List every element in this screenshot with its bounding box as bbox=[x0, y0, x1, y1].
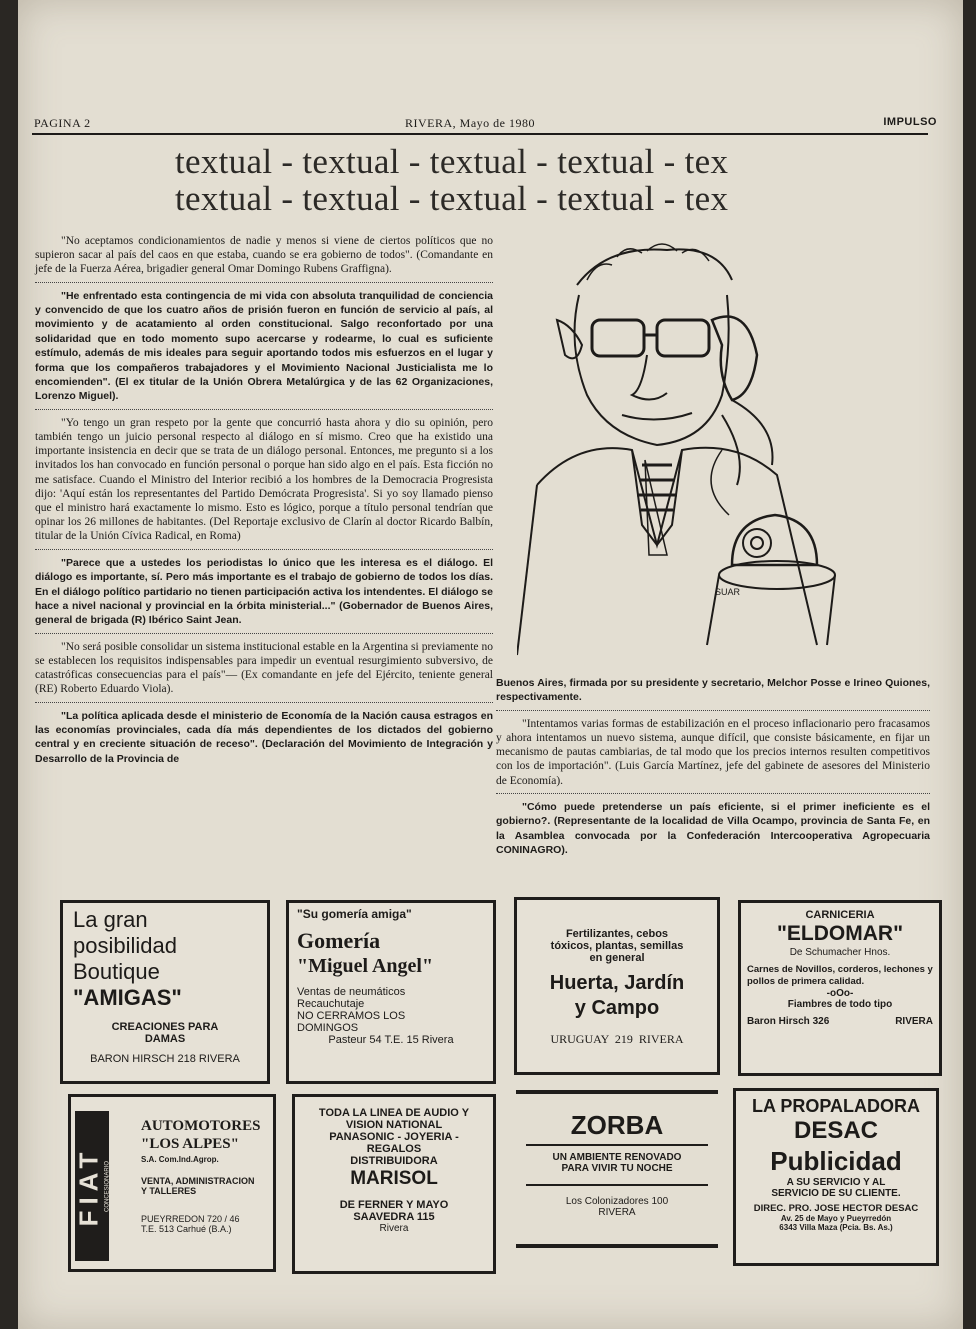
ad-boutique-amigas bbox=[60, 900, 270, 1084]
ad-address: Av. 25 de Mayo y Pueyrredón bbox=[780, 1214, 892, 1223]
separator bbox=[35, 549, 493, 550]
ad-title: Gomería bbox=[297, 928, 381, 953]
ad-propaladora-desac bbox=[733, 1088, 939, 1266]
brand-subtext: CONCESIONARIO bbox=[104, 1160, 111, 1212]
ad-text: DE FERNER Y MAYO bbox=[339, 1199, 449, 1211]
left-column bbox=[35, 234, 493, 769]
ad-title: DESAC bbox=[793, 1117, 878, 1144]
ad-text: REGALOS bbox=[366, 1143, 422, 1155]
separator bbox=[35, 702, 493, 703]
ad-address: URUGUAY 219 RIVERA bbox=[550, 1032, 684, 1046]
quote-viola bbox=[35, 640, 493, 697]
rule bbox=[516, 1244, 718, 1248]
ad-title: MARISOL bbox=[350, 1168, 438, 1189]
ad-text: A SU SERVICIO Y AL bbox=[786, 1177, 886, 1188]
rule bbox=[526, 1184, 708, 1186]
dateline: RIVERA, Mayo de 1980 bbox=[405, 116, 535, 130]
ad-text: en general bbox=[589, 952, 645, 964]
banner-line-1: textual - textual - textual - textual - tex bbox=[175, 142, 729, 181]
ad-text: VENTA, ADMINISTRACION bbox=[141, 1176, 255, 1186]
ad-title: "LOS ALPES" bbox=[141, 1136, 239, 1152]
ad-phone: T.E. 513 Carhué (B.A.) bbox=[141, 1224, 232, 1234]
cartoonist-signature: SUAR bbox=[715, 587, 741, 597]
header-rule bbox=[32, 133, 928, 135]
ad-text: DIREC. PRO. JOSE HECTOR DESAC bbox=[753, 1203, 919, 1214]
ad-city: RIVERA bbox=[598, 1207, 636, 1218]
ad-text: "Su gomería amiga" bbox=[297, 907, 412, 921]
quote-text: "Parece que a ustedes los periodistas lo único que les interesa es el diálogo. El diálogo es importante, sí. Pero más importante es el trabajo de gobierno de todos los días. En el diálogo político partidario no tienen participación activa los intendentes. El diálogo se hace a nivel nacional y provincial en la órbita ministerial..." (Gobernador de Buenos Aires, general de brigada (R) Ibérico Saint Jean. bbox=[35, 556, 493, 627]
quote-text: "He enfrentado esta contingencia de mi vida con absoluta tranquilidad de conciencia y convencido de que los cuatro años de prisión fueron en función de servicio al país, al movimiento y de acatamiento al orden constitucional. Salgo reconfortado por una solidaridad que en todo momento supo acercarse y rodearme, lo cual es suficiente estímulo, además de mis ideales para seguir aportando todos mis esfuerzos en el lugar y forma que los compañeros trabajadores y el Movimiento Nacional Justicialista me lo encomienden". (El ex titular de la Unión Obrera Metalúrgica y de las 62 Organizaciones, Lorenzo Miguel). bbox=[35, 289, 493, 403]
ad-title: "AMIGAS" bbox=[73, 985, 182, 1010]
ad-text: CARNICERIA bbox=[805, 909, 875, 921]
separator bbox=[35, 633, 493, 634]
quote-garcia-martinez bbox=[496, 717, 930, 788]
ad-title: "Miguel Angel" bbox=[297, 955, 434, 977]
ad-title: AUTOMOTORES bbox=[141, 1118, 261, 1134]
ad-title: Publicidad bbox=[770, 1146, 902, 1176]
quote-mid-continuation bbox=[496, 676, 930, 705]
quote-saint-jean bbox=[35, 556, 493, 628]
quote-text: "Cómo puede pretenderse un país eficiente, si el primer ineficiente es el gobierno?. (Representante de la localidad de Villa Ocampo, provincia de Santa Fe, en la Asamblea convocada por la Confederación Intercooperativa Agropecuaria CONINAGRO). bbox=[496, 800, 930, 857]
separator bbox=[496, 710, 930, 711]
ad-address: Pasteur 54 T.E. 15 Rivera bbox=[328, 1034, 454, 1046]
ad-text: Boutique bbox=[73, 959, 160, 984]
ad-text: De Schumacher Hnos. bbox=[789, 947, 891, 958]
ad-text: DOMINGOS bbox=[297, 1022, 359, 1034]
ad-title: Huerta, Jardín bbox=[549, 972, 685, 994]
ad-title: "ELDOMAR" bbox=[776, 922, 904, 945]
banner-line-2: textual - textual - textual - textual - tex bbox=[175, 179, 729, 218]
ad-text: PARA VIVIR TU NOCHE bbox=[561, 1163, 673, 1174]
quote-text: Buenos Aires, firmada por su presidente y secretario, Melchor Posse e Irineo Quiones, respectivamente. bbox=[496, 677, 930, 704]
ad-title: ZORBA bbox=[570, 1110, 664, 1140]
brand-text: FIAT bbox=[73, 1146, 104, 1226]
ad-address: SAAVEDRA 115 bbox=[353, 1211, 435, 1223]
ad-text: -oOo- bbox=[826, 988, 854, 999]
ad-address: PUEYRREDON 720 / 46 bbox=[141, 1214, 240, 1224]
ad-text: SERVICIO DE SU CLIENTE. bbox=[771, 1188, 901, 1199]
ad-text: Ventas de neumáticos bbox=[297, 986, 406, 998]
separator bbox=[496, 793, 930, 794]
ad-city: Rivera bbox=[379, 1223, 409, 1234]
ad-huerta-jardin-campo bbox=[514, 897, 720, 1075]
ad-gomeria-miguel-angel bbox=[286, 900, 496, 1084]
ad-text: S.A. Com.Ind.Agrop. bbox=[141, 1155, 219, 1164]
ad-text: PANASONIC - JOYERIA - bbox=[329, 1131, 459, 1143]
ad-text: Fiambres de todo tipo bbox=[787, 999, 893, 1010]
ad-text: Recauchutaje bbox=[297, 998, 365, 1010]
section-banner bbox=[175, 143, 865, 217]
ad-text: tóxicos, plantas, semillas bbox=[550, 940, 684, 952]
right-column bbox=[496, 676, 930, 860]
ad-city: 6343 Villa Maza (Pcia. Bs. As.) bbox=[779, 1223, 893, 1232]
ad-address: Los Colonizadores 100 bbox=[565, 1196, 669, 1207]
quote-text: "Intentamos varias formas de estabilización en el proceso inflacionario pero fracasamos y ahora intentamos un nuevo sistema, aunque difícil, que consiste básicamente, en fijar un mecanismo de pautas cambiarias, de tal modo que los precios internos resulten competitivos con los de importación". (Luis García Martínez, jefe del gabinete de asesores del Ministerio de Economía). bbox=[496, 717, 930, 787]
ad-text: posibilidad bbox=[73, 933, 177, 958]
ad-text: Fertilizantes, cebos bbox=[565, 928, 669, 940]
ad-title: y Campo bbox=[574, 997, 660, 1019]
quote-text: "La política aplicada desde el ministerio de Economía de la Nación causa estragos en las economías provinciales, cada día más dependientes de los dictados del gobierno central y en creciente situación de receso". (Declaración del Movimiento de Integración y Desarrollo de la Provincia de bbox=[35, 709, 493, 765]
page-number: PAGINA 2 bbox=[34, 116, 91, 130]
quote-text: "No será posible consolidar un sistema institucional estable en la Argentina si previamente no se establecen los requisitos indispensables para impedir un eventual resurgimiento subversivo, de catastróficas consecuencias para el país"— (Ex comandante en jefe del Ejército, teniente general (RE) Roberto Eduardo Viola). bbox=[35, 640, 493, 696]
ad-text: CREACIONES PARA bbox=[111, 1021, 219, 1033]
rule bbox=[526, 1144, 708, 1146]
ad-city: RIVERA bbox=[895, 1016, 933, 1027]
ad-text: DAMAS bbox=[144, 1033, 186, 1045]
quote-text: "Yo tengo un gran respeto por la gente que concurrió hasta ahora y dio su opinión, pero también tengo un juicio personal respecto al diálogo en sí mismo. Creo que ha existido una importante insistencia en decir que se trata de un diálogo personal. Entonces, me pregunto si a los invitados los han convocado en función personal o porque han sido algo en el país. Esta ficción no me satisface. Cuando el Ministro del Interior recibió a los hombres de la Democracia Progresista dijo: 'Aquí están los representantes del Partido Demócrata Progresista'. Si yo soy llamado pienso que el ministro hará exactamente lo mismo. Esto es lógico, porque a título personal tendrían que opinar los 26 millones de habitantes. (Del Reportaje exclusivo de Clarín al doctor Ricardo Balbín, titular de la Unión Cívica Radical, en Roma) bbox=[35, 416, 493, 543]
quote-text: "No aceptamos condicionamientos de nadie y menos si viene de ciertos políticos que no supieron sacar al país del caos en que estaba, cuando se era gobierno de todos". (Comandante en jefe de la Fuerza Aérea, brigadier general Omar Domingo Rubens Graffigna). bbox=[35, 235, 493, 276]
ad-text: UN AMBIENTE RENOVADO bbox=[552, 1152, 682, 1163]
separator bbox=[35, 282, 493, 283]
ad-text: LA PROPALADORA bbox=[752, 1096, 920, 1116]
ad-automotores-los-alpes bbox=[68, 1094, 276, 1272]
ad-marisol bbox=[292, 1094, 496, 1274]
quote-mid bbox=[35, 709, 493, 767]
quote-coninagro bbox=[496, 800, 930, 858]
fiat-logo bbox=[75, 1111, 109, 1261]
ad-address: Baron Hirsch 326 bbox=[747, 1016, 830, 1027]
ad-text: Carnes de Novillos, corderos, lechones y pollos de primera calidad. bbox=[747, 964, 933, 987]
rule bbox=[516, 1090, 718, 1094]
ad-text: VISION NATIONAL bbox=[345, 1119, 443, 1131]
ad-carniceria-eldomar bbox=[738, 900, 942, 1076]
ad-text: NO CERRAMOS LOS bbox=[297, 1010, 406, 1022]
ad-text: Y TALLERES bbox=[141, 1186, 197, 1196]
publication-name: IMPULSO bbox=[883, 116, 937, 128]
ad-text: DISTRIBUIDORA bbox=[350, 1155, 438, 1167]
quote-graffigna bbox=[35, 234, 493, 277]
ad-address: BARON HIRSCH 218 RIVERA bbox=[90, 1053, 240, 1065]
quote-lorenzo-miguel bbox=[35, 289, 493, 404]
caricature-illustration bbox=[517, 225, 837, 665]
separator bbox=[35, 409, 493, 410]
ad-zorba bbox=[516, 1090, 718, 1270]
quote-balbin bbox=[35, 416, 493, 544]
ad-text: TODA LA LINEA DE AUDIO Y bbox=[318, 1107, 470, 1119]
ad-text: La gran bbox=[73, 907, 148, 932]
